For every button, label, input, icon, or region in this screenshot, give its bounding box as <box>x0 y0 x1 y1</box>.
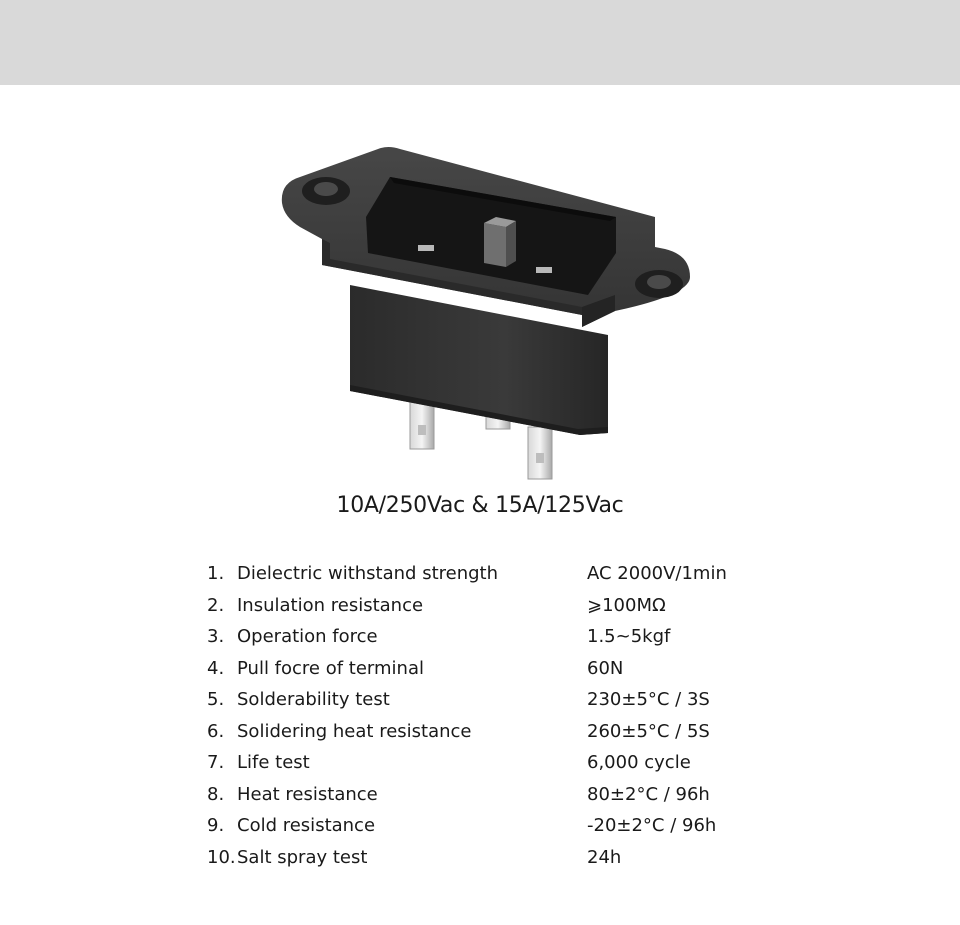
spec-number: 6. <box>207 720 225 742</box>
spec-name: Solidering heat resistance <box>237 720 472 742</box>
spec-row <box>207 750 767 782</box>
spec-value: -20±2°C / 96h <box>587 815 717 836</box>
spec-row <box>207 656 767 688</box>
spec-name: Operation force <box>237 626 378 647</box>
spec-value: 260±5°C / 5S <box>587 720 710 742</box>
spec-name: Pull focre of terminal <box>237 657 424 679</box>
spec-row <box>207 687 767 719</box>
spec-number: 1. <box>207 563 225 584</box>
spec-number: 8. <box>207 783 225 805</box>
spec-table <box>207 561 767 876</box>
spec-value: AC 2000V/1min <box>587 563 727 584</box>
spec-name: Cold resistance <box>237 815 376 836</box>
spec-number: 3. <box>207 626 225 647</box>
spec-value: 230±5°C / 3S <box>587 689 710 710</box>
spec-value: 60N <box>587 657 624 679</box>
spec-number: 4. <box>207 657 225 679</box>
spec-row <box>207 813 767 845</box>
iec-c14-inlet-socket-icon <box>270 135 700 485</box>
spec-number: 9. <box>207 815 225 836</box>
spec-name: Heat resistance <box>237 783 378 805</box>
spec-name: Salt spray test <box>237 846 368 868</box>
spec-value: 80±2°C / 96h <box>587 783 710 805</box>
spec-row <box>207 845 767 877</box>
spec-number: 5. <box>207 689 225 710</box>
spec-value: 6,000 cycle <box>587 752 691 773</box>
spec-name: Life test <box>237 752 310 773</box>
spec-name: Solderability test <box>237 689 390 710</box>
spec-value: 24h <box>587 846 622 868</box>
spec-name: Insulation resistance <box>237 594 424 616</box>
spec-row <box>207 561 767 593</box>
spec-number: 2. <box>207 594 225 616</box>
spec-row <box>207 593 767 625</box>
spec-name: Dielectric withstand strength <box>237 563 499 584</box>
rating-caption: 10A/250Vac & 15A/125Vac <box>336 493 624 518</box>
spec-row <box>207 782 767 814</box>
spec-value: ⩾100MΩ <box>587 594 666 616</box>
spec-row <box>207 624 767 656</box>
spec-row <box>207 719 767 751</box>
spec-value: 1.5~5kgf <box>587 626 671 647</box>
top-banner <box>0 0 960 85</box>
spec-number: 7. <box>207 752 225 773</box>
spec-number: 10. <box>207 846 236 868</box>
